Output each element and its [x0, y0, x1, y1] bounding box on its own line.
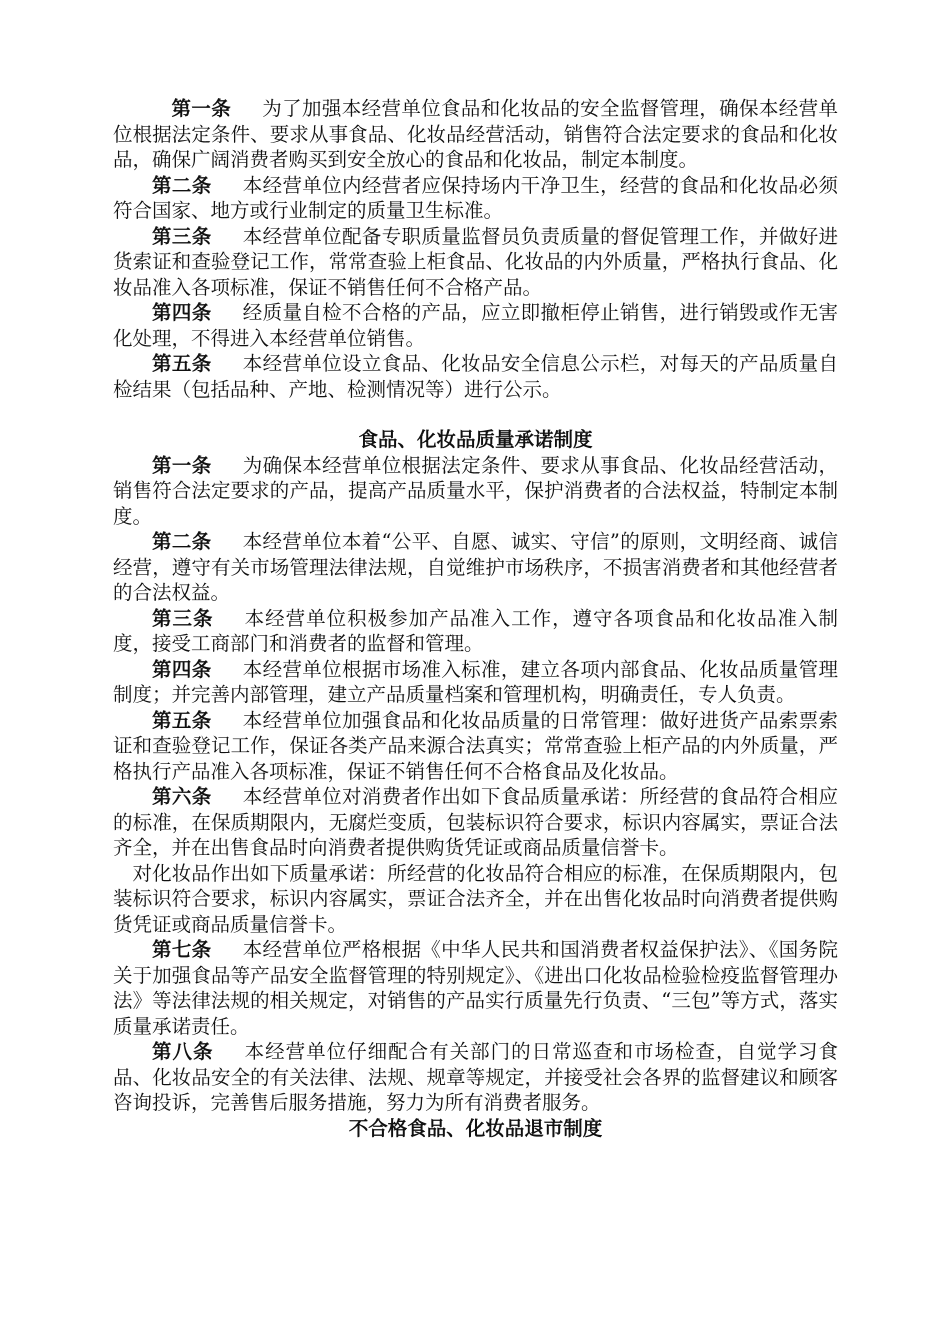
- article-3: [113, 606, 838, 657]
- article-text: 为了加强本经营单位食品和化妆品的安全监督管理，确保本经营单位根据法定条件、要求从事食品、化妆品经营活动，销售符合法定要求的食品和化妆品，确保广阔消费者购买到安全放心的食品和化妆品，制定本制度。: [113, 97, 838, 171]
- article-text: 本经营单位严格根据《中华人民共和国消费者权益保护法》、《国务院关于加强食品等产品安全监督管理的特别规定》、《进出口化妆品检验检疫监督管理办法》等法律法规的相关规定，对销售的产品实行质量先行负责、“三包”等方式，落实质量承诺责任。: [113, 938, 838, 1038]
- article-text: 本经营单位积极参加产品准入工作，遵守各项食品和化妆品准入制度，接受工商部门和消费者的监督和管理。: [113, 606, 838, 655]
- article-text: 本经营单位配备专职质量监督员负责质量的督促管理工作，并做好进货索证和查验登记工作，常常查验上柜食品、化妆品的内外质量，严格执行食品、化妆品准入各项标准，保证不销售任何不合格产品。: [113, 224, 838, 299]
- article-text: 本经营单位设立食品、化妆品安全信息公示栏，对每天的产品质量自检结果（包括品种、产地、检测情况等）进行公示。: [113, 352, 838, 401]
- article-1: [113, 96, 838, 173]
- article-7: [113, 937, 838, 1039]
- article-text: 本经营单位内经营者应保持场内干净卫生，经营的食品和化妆品必须符合国家、地方或行业制定的质量卫生标准。: [113, 173, 838, 222]
- article-number: 第二条: [152, 530, 212, 553]
- document-page: [113, 96, 838, 1141]
- article-number: 第三条: [152, 606, 214, 630]
- article-number: 第二条: [152, 173, 212, 197]
- section-title-recall: 不合格食品、化妆品退市制度: [348, 1116, 603, 1140]
- article-4: [113, 300, 838, 351]
- article-text: 本经营单位本着“公平、自愿、诚实、守信”的原则，文明经商、诚信经营，遵守有关市场管理法律法规，自觉维护市场秩序，不损害消费者和其他经营者的合法权益。: [113, 530, 838, 604]
- article-text: 本经营单位对消费者作出如下食品质量承诺：所经营的食品符合相应的标准，在保质期限内，无腐烂变质，包装标识符合要求，标识内容属实，票证合法齐全，并在出售食品时向消费者提供购货凭证或商品质量信誉卡。: [113, 785, 838, 859]
- article-8: [113, 1039, 838, 1116]
- article-3: [113, 224, 838, 301]
- article-number: 第三条: [152, 224, 212, 248]
- article-number: 第一条: [152, 453, 212, 477]
- article-text: 本经营单位根据市场准入标准，建立各项内部食品、化妆品质量管理制度；并完善内部管理，建立产品质量档案和管理机构，明确责任，专人负责。: [113, 657, 838, 706]
- article-number: 第一条: [171, 97, 232, 120]
- article-number: 第五条: [152, 708, 212, 732]
- article-text: 本经营单位加强食品和化妆品质量的日常管理：做好进货产品索票索证和查验登记工作，保证各类产品来源合法真实；常常查验上柜产品的内外质量，严格执行产品准入各项标准，保证不销售任何不合格食品及化妆品。: [113, 708, 838, 783]
- article-number: 第六条: [152, 785, 212, 808]
- article-number: 第七条: [152, 938, 212, 961]
- article-number: 第四条: [152, 301, 212, 324]
- article-number: 第四条: [152, 657, 212, 681]
- section-title-quality-commitment: 食品、化妆品质量承诺制度: [358, 428, 593, 451]
- article-1: [113, 453, 838, 530]
- article-text: 为确保本经营单位根据法定条件、要求从事食品、化妆品经营活动，销售符合法定要求的产品，提高产品质量水平，保护消费者的合法权益，特制定本制度。: [113, 453, 838, 528]
- cosmetics-commitment-paragraph: 对化妆品作出如下质量承诺：所经营的化妆品符合相应的标准，在保质期限内，包装标识符合要求，标识内容属实，票证合法齐全，并在出售化妆品时向消费者提供购货凭证或商品质量信誉卡。: [113, 861, 838, 936]
- article-text: 本经营单位仔细配合有关部门的日常巡查和市场检查，自觉学习食品、化妆品安全的有关法律、法规、规章等规定，并接受社会各界的监督建议和顾客咨询投诉，完善售后服务措施，努力为所有消费者服务。: [113, 1040, 838, 1114]
- article-number: 第八条: [152, 1040, 214, 1063]
- article-5: [113, 351, 838, 402]
- article-4: [113, 657, 838, 708]
- article-6: [113, 784, 838, 861]
- article-2: [113, 529, 838, 606]
- article-2: [113, 173, 838, 224]
- article-5: [113, 708, 838, 785]
- article-text: 经质量自检不合格的产品，应立即撤柜停止销售，进行销毁或作无害化处理，不得进入本经营单位销售。: [113, 301, 838, 350]
- article-number: 第五条: [152, 352, 212, 375]
